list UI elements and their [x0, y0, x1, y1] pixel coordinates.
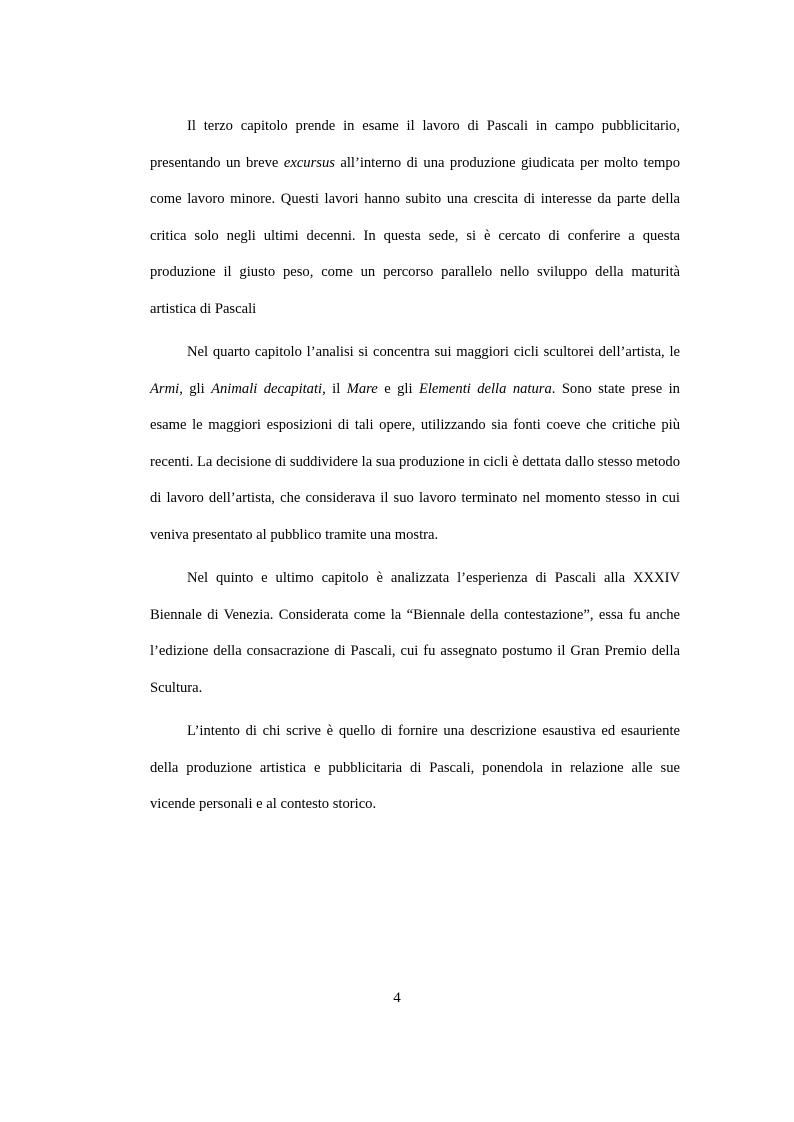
italic-term-mare: Mare [346, 380, 378, 397]
paragraph-text: , il [322, 380, 347, 397]
paragraph-4 [150, 713, 680, 823]
paragraph-1 [150, 108, 680, 327]
paragraph-text: , gli [179, 380, 212, 397]
paragraph-text: Nel quarto capitolo l’analisi si concentra sui maggiori cicli scultorei dell’artista, le [187, 344, 680, 360]
paragraph-text: L’intento di chi scrive è quello di fornire una descrizione esaustiva ed esauriente della produzione artistica e pubblicitaria di Pascali, ponendola in relazione alle sue vicende personali e al contesto storico. [150, 723, 680, 812]
paragraph-3 [150, 560, 680, 706]
paragraph-text: all’interno di una produzione giudicata per molto tempo come lavoro minore. Questi lavori hanno subito una crescita di interesse da parte della critica solo negli ultimi decenni. In questa sede, si è cercato di conferire a questa produzione il giusto peso, come un percorso parallelo nello sviluppo della maturità artistica di Pascali [150, 154, 680, 317]
paragraph-text: Nel quinto e ultimo capitolo è analizzata l’esperienza di Pascali alla XXXIV Biennale di Venezia. Considerata come la “Biennale della contestazione”, essa fu anche l’edizione della consacrazione di Pascali, cui fu assegnato postumo il Gran Premio della Scultura. [150, 570, 680, 696]
paragraph-text: . Sono state prese in esame le maggiori esposizioni di tali opere, utilizzando sia fonti coeve che critiche più recenti. La decisione di suddividere la sua produzione in cicli è dettata dallo stesso metodo di lavoro dell’artista, che considerava il suo lavoro terminato nel momento stesso in cui veniva presentato al pubblico tramite una mostra. [150, 380, 680, 543]
italic-term-animali-decapitati: Animali decapitati [211, 380, 323, 397]
paragraph-text: e gli [377, 380, 419, 397]
page-number: 4 [393, 990, 401, 1006]
paragraph-text: Il terzo capitolo prende in esame il lavoro di Pascali in campo pubblicitario, presentando un breve [150, 118, 680, 171]
italic-term-elementi-della-natura: Elementi della natura [418, 380, 552, 397]
italic-term-armi: Armi [150, 380, 180, 397]
italic-term-excursus: excursus [283, 154, 335, 171]
paragraph-2 [150, 334, 680, 553]
body-text [150, 108, 680, 830]
